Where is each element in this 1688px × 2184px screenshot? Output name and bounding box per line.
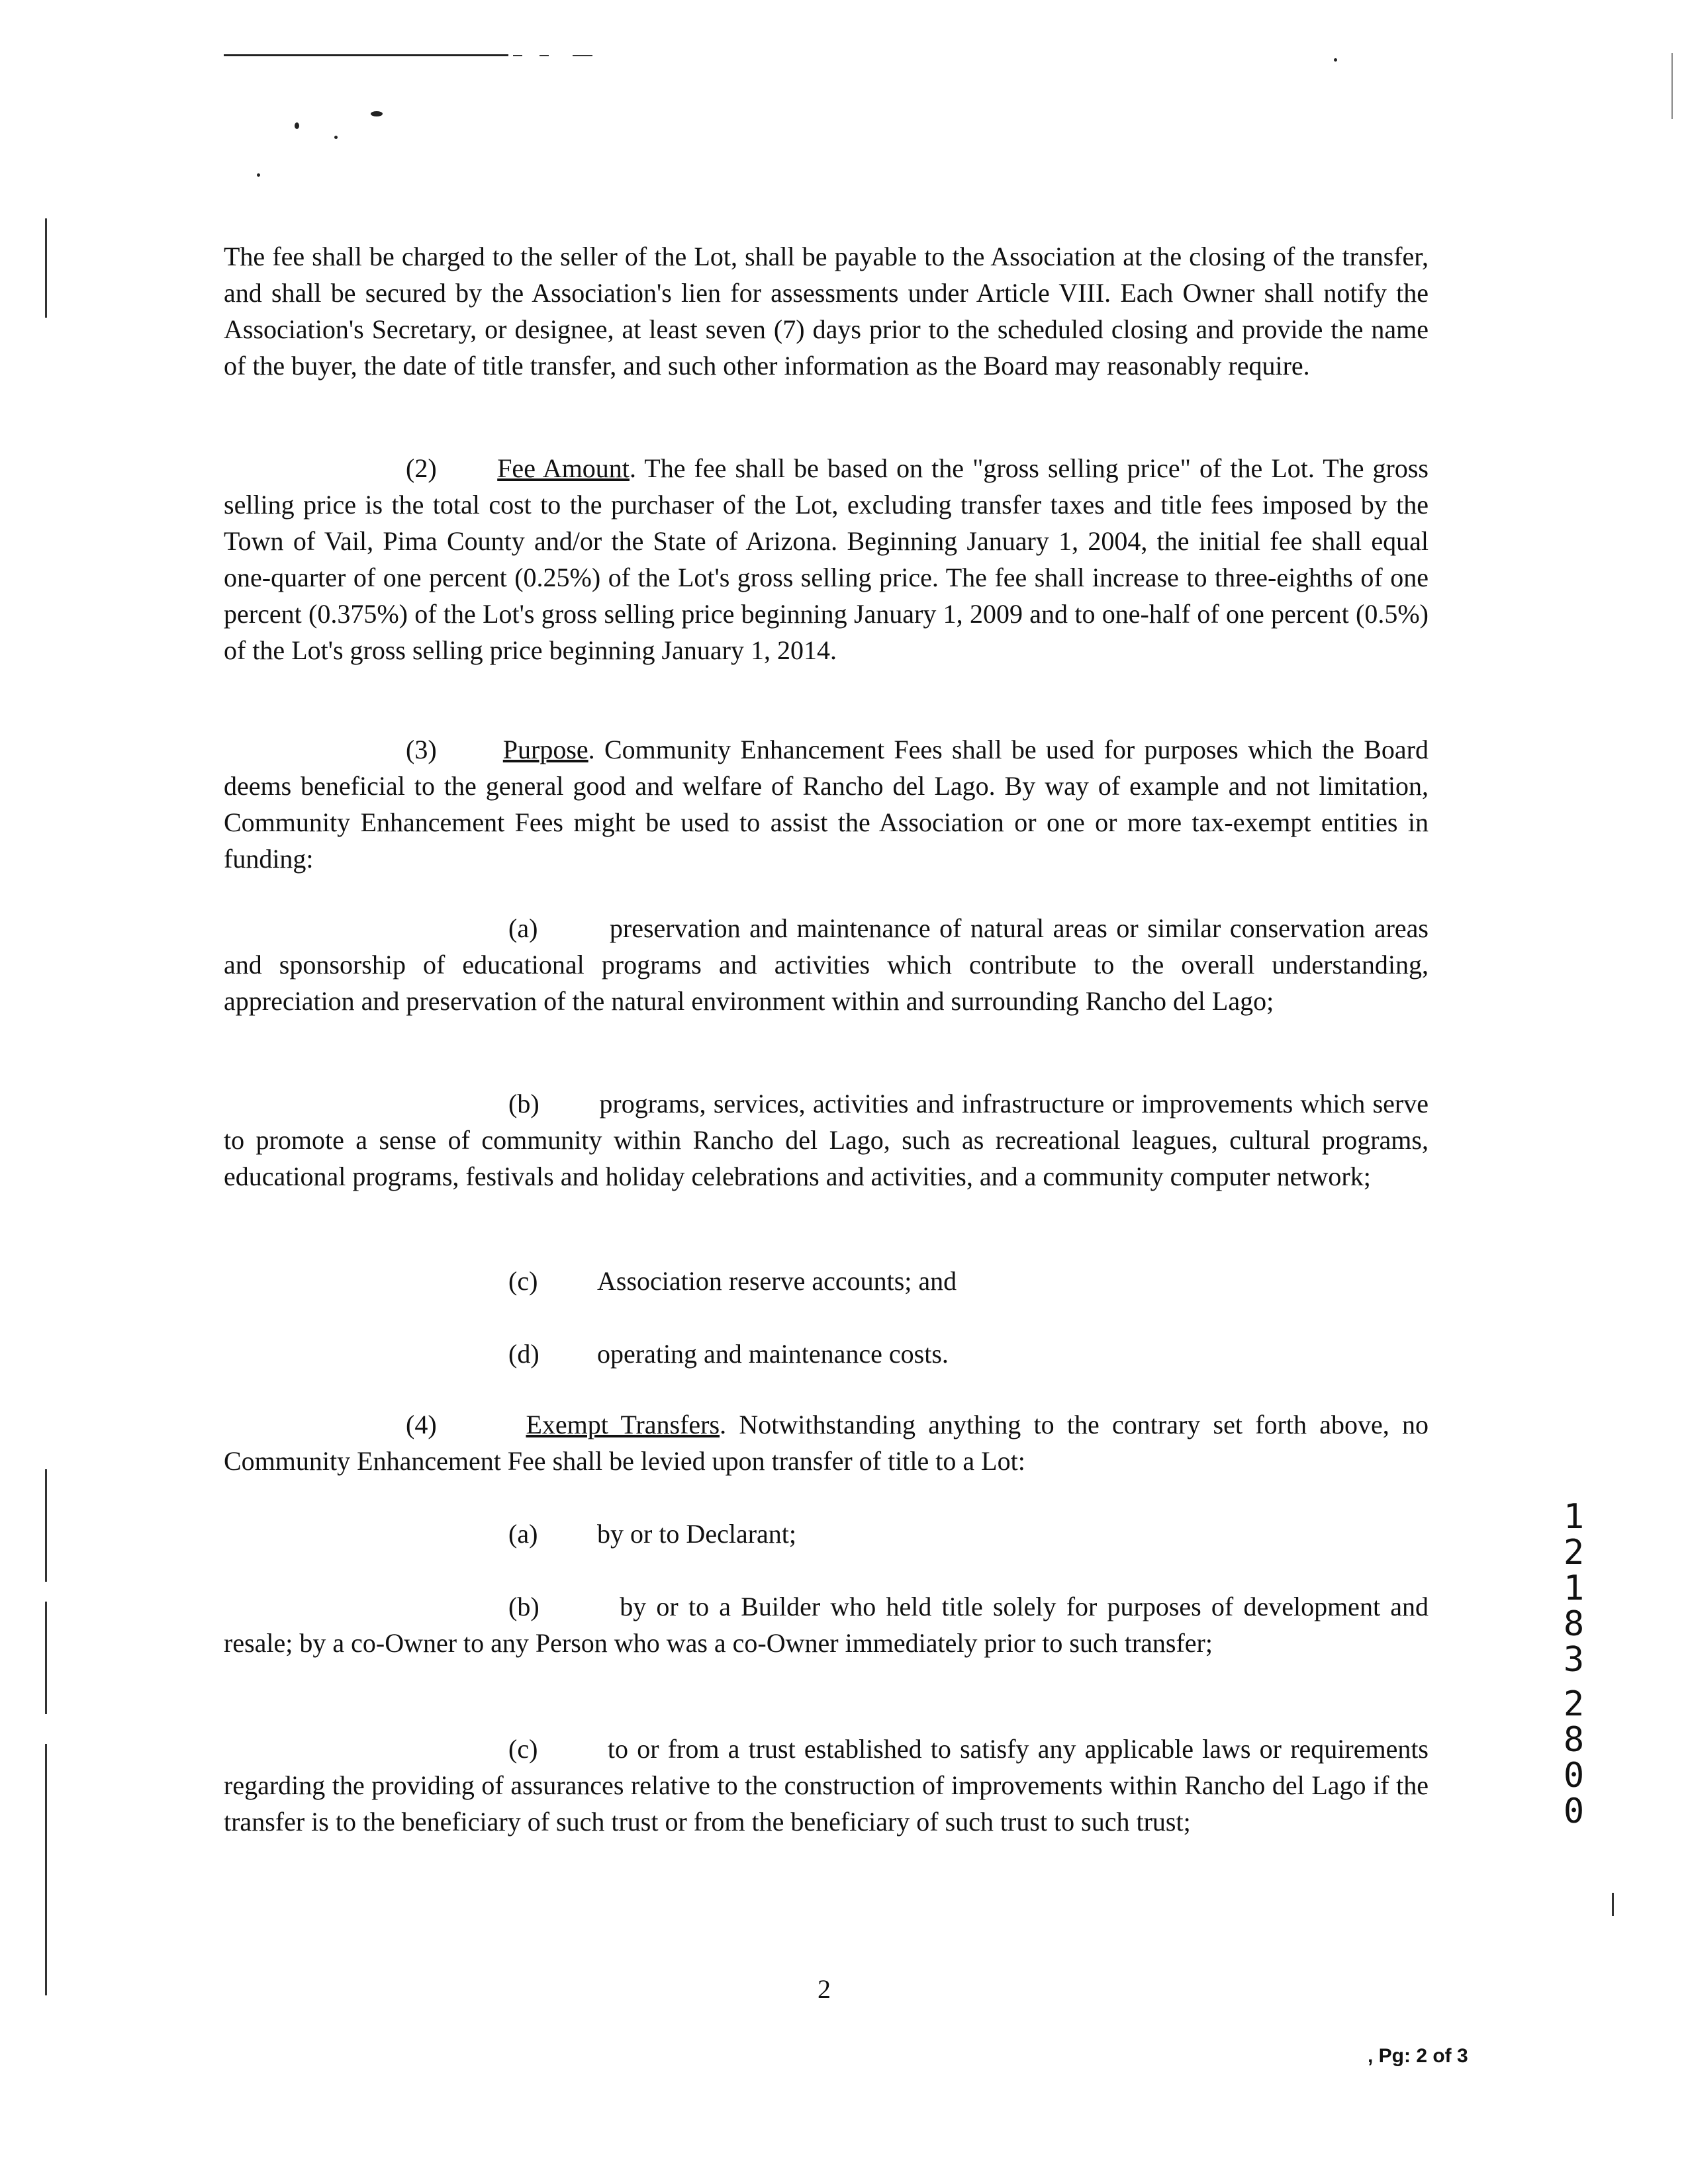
docket-digit: 0 bbox=[1563, 1756, 1585, 1796]
section-body: . Community Enhancement Fees shall be used for purposes which the Board deems beneficial to the general good and welfare of Rancho del Lago. By way of example and not limitation, Community Enhancement Fees might be used to assist the Association or one or more tax-exempt entities in funding: bbox=[224, 735, 1429, 874]
paragraph-fee-amount bbox=[224, 450, 1429, 668]
list-body: programs, services, activities and infrastructure or improvements which serve to promote a sense of community within Rancho del Lago, such as recreational leagues, cultural programs, educational programs, festivals and holiday celebrations and activities, and a community computer network; bbox=[224, 1089, 1429, 1191]
scan-speck bbox=[295, 122, 299, 129]
docket-digit: 2 bbox=[1563, 1684, 1585, 1724]
docket-digit: 3 bbox=[1563, 1640, 1585, 1680]
docket-digit: 0 bbox=[1563, 1792, 1585, 1831]
scan-speck bbox=[257, 173, 260, 177]
scan-margin-bar bbox=[45, 1602, 47, 1714]
list-item-exempt-a: by or to Declarant; bbox=[597, 1519, 796, 1549]
section-heading: Fee Amount bbox=[497, 453, 630, 483]
list-item-purpose-a bbox=[224, 910, 1429, 1019]
scan-dash bbox=[573, 55, 592, 56]
list-item-exempt-b bbox=[224, 1588, 1429, 1661]
docket-digit: 1 bbox=[1563, 1497, 1585, 1537]
paragraph-purpose bbox=[224, 731, 1429, 877]
scan-margin-bar bbox=[1612, 1893, 1614, 1916]
paragraph-fee-charge: The fee shall be charged to the seller of the Lot, shall be payable to the Association at the closing of the transfer, and shall be secured by the Association's lien for assessments under Article VIII. Each Owner shall notify the Association's Secretary, or designee, at least seven (7) days prior to the scheduled closing and provide the name of the buyer, the date of title transfer, and such other information as the Board may reasonably require. bbox=[224, 242, 1429, 381]
list-marker: (c) bbox=[508, 1734, 538, 1764]
list-marker: (a) bbox=[508, 913, 538, 943]
paragraph-exempt-transfers bbox=[224, 1406, 1429, 1479]
scan-dash bbox=[513, 55, 522, 56]
section-number: (2) bbox=[406, 453, 437, 483]
scan-speck bbox=[1334, 58, 1337, 62]
list-marker-purpose-c: (c) bbox=[508, 1266, 538, 1296]
list-item-exempt-c bbox=[224, 1731, 1429, 1840]
list-body: by or to a Builder who held title solely for purposes of development and resale; by a co-Owner to any Person who was a co-Owner immediately prior to such transfer; bbox=[224, 1592, 1429, 1658]
recording-page-stamp: , Pg: 2 of 3 bbox=[1368, 2045, 1468, 2067]
docket-digit: 8 bbox=[1563, 1720, 1585, 1760]
section-number: (4) bbox=[406, 1410, 437, 1439]
list-item-purpose-b bbox=[224, 1085, 1429, 1195]
scan-margin-bar bbox=[45, 1744, 47, 1995]
list-item-purpose-c: Association reserve accounts; and bbox=[597, 1266, 957, 1296]
scan-edge-mark bbox=[1671, 53, 1673, 119]
list-marker-purpose-d: (d) bbox=[508, 1339, 539, 1369]
docket-number-group-2 bbox=[1559, 1686, 1589, 1829]
list-body: to or from a trust established to satisfy any applicable laws or requirements regarding the providing of assurances relative to the construction of improvements within Rancho del Lago if the transfer is to the beneficiary of such trust or from the beneficiary of such trust to such trust; bbox=[224, 1734, 1429, 1837]
scan-margin-bar bbox=[45, 218, 47, 318]
scan-speck bbox=[334, 136, 338, 139]
section-body: . The fee shall be based on the "gross selling price" of the Lot. The gross selling price is the total cost to the purchaser of the Lot, excluding transfer taxes and title fees imposed by the Town of Vail, Pima County and/or the State of Arizona. Beginning January 1, 2004, the initial fee shall equal one-quarter of one percent (0.25%) of the Lot's gross selling price. The fee shall increase to three-eighths of one percent (0.375%) of the Lot's gross selling price beginning January 1, 2009 and to one-half of one percent (0.5%) of the Lot's gross selling price beginning January 1, 2014. bbox=[224, 453, 1429, 665]
list-marker-exempt-a: (a) bbox=[508, 1519, 538, 1549]
docket-number-group-1 bbox=[1559, 1499, 1589, 1678]
scan-dash bbox=[539, 55, 549, 56]
list-marker: (b) bbox=[508, 1592, 539, 1621]
section-body: . Notwithstanding anything to the contrary set forth above, no Community Enhancement Fee shall be levied upon transfer of title to a Lot: bbox=[224, 1410, 1429, 1476]
section-heading: Exempt Transfers bbox=[526, 1410, 720, 1439]
docket-digit: 2 bbox=[1563, 1533, 1585, 1572]
section-number: (3) bbox=[406, 735, 437, 764]
page-number: 2 bbox=[818, 1974, 831, 2004]
section-heading: Purpose bbox=[502, 735, 588, 764]
list-body: preservation and maintenance of natural areas or similar conservation areas and sponsorship of educational programs and activities which contribute to the overall understanding, appreciation and preservation of the natural environment within and surrounding Rancho del Lago; bbox=[224, 913, 1429, 1016]
scan-top-rule bbox=[224, 54, 508, 56]
scan-margin-bar bbox=[45, 1469, 47, 1582]
scan-speck bbox=[371, 111, 383, 116]
docket-digit: 8 bbox=[1563, 1604, 1585, 1644]
list-marker: (b) bbox=[508, 1089, 539, 1118]
docket-digit: 1 bbox=[1563, 1569, 1585, 1608]
list-item-purpose-d: operating and maintenance costs. bbox=[597, 1339, 949, 1369]
